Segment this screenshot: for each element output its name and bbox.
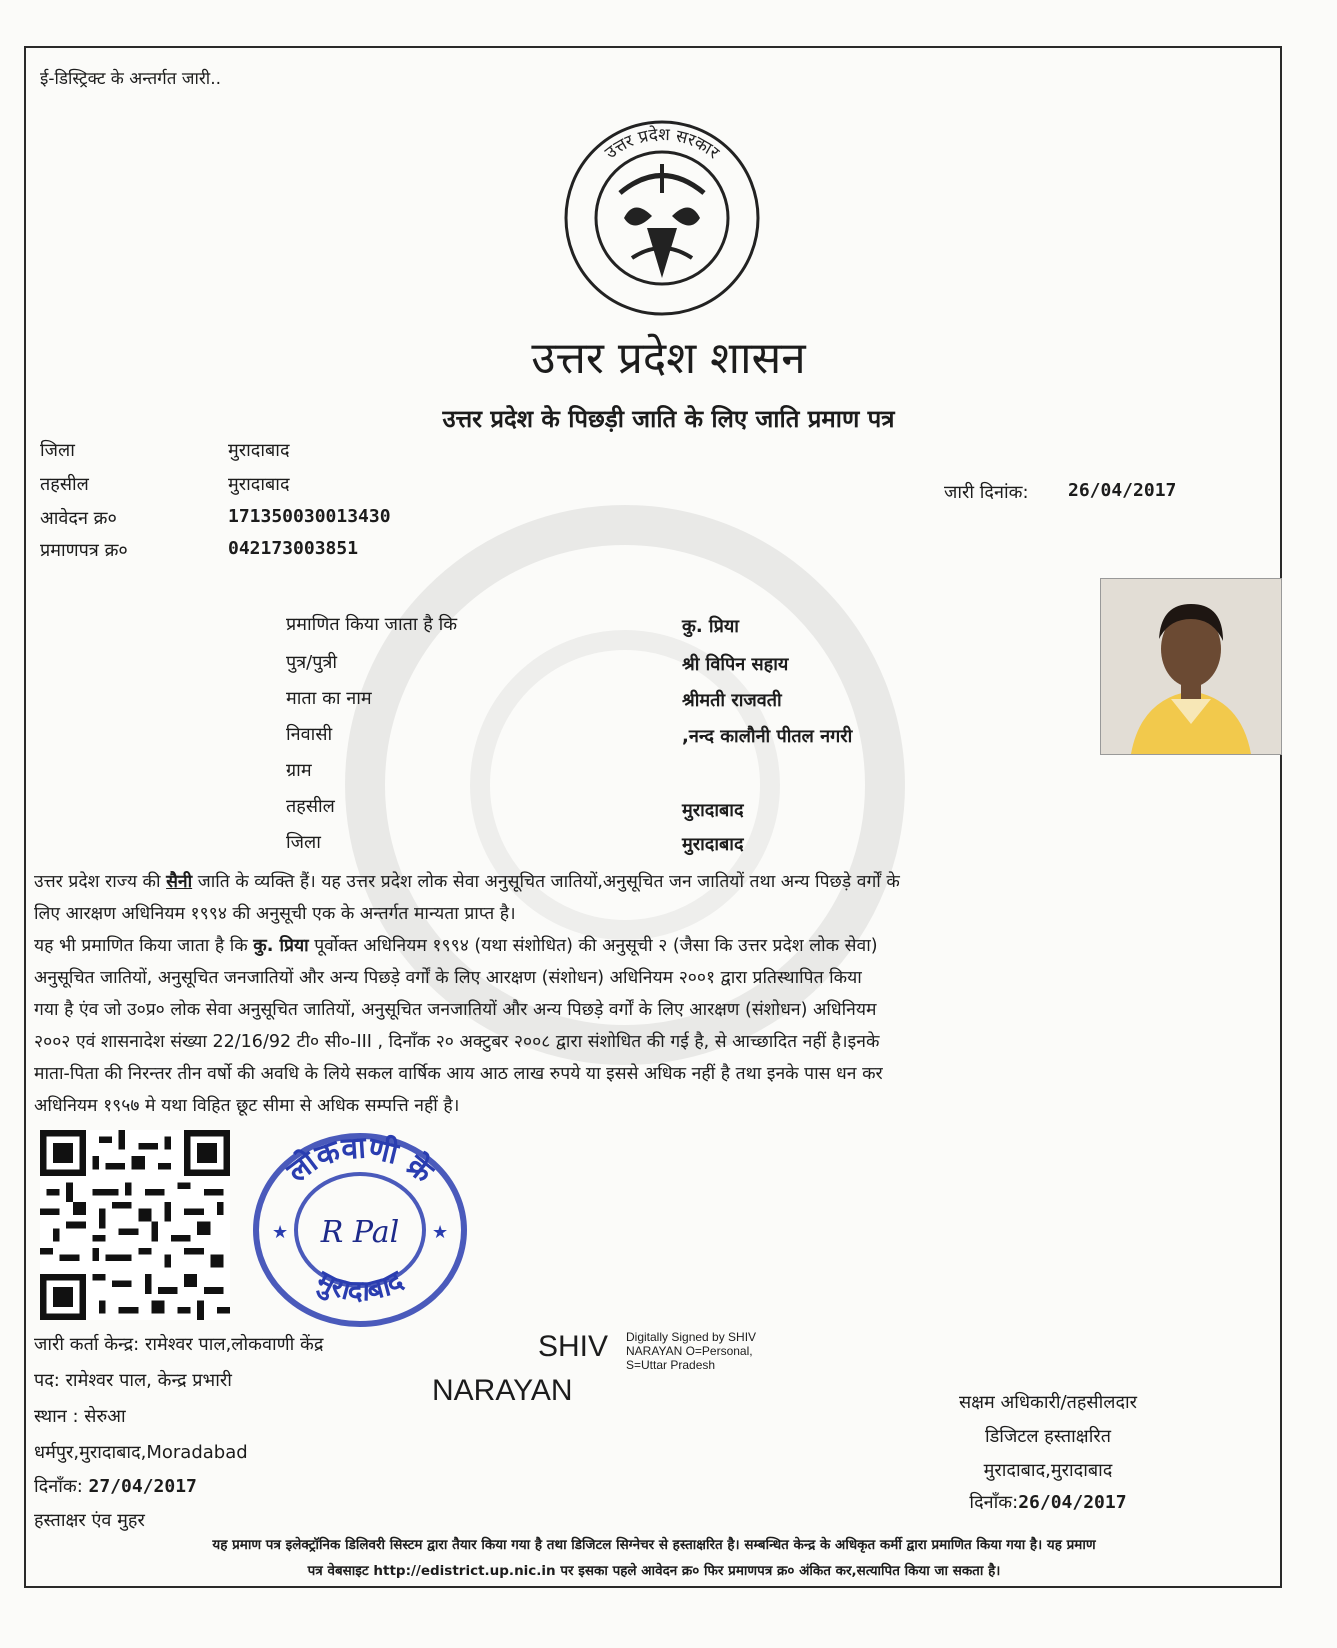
p1-part-a: उत्तर प्रदेश राज्य की <box>34 872 167 892</box>
svg-text:★: ★ <box>432 1222 449 1243</box>
village-label: ग्राम <box>286 760 312 781</box>
digital-sign-name-line2: NARAYAN <box>432 1374 573 1407</box>
applicant-photo <box>1100 578 1282 755</box>
issuer-date-value: 27/04/2017 <box>88 1476 197 1497</box>
p2-part-f: माता-पिता की निरन्तर तीन वर्षो की अवधि के लिये सकल वार्षिक आय आठ लाख रुपये या इससे अधिक नहीं है तथा इनके पास धन कर <box>34 1064 883 1084</box>
meta-certificate-label: प्रमाणपत्र क्र० <box>40 540 128 561</box>
svg-text:लोकवाणी क्रे: लोकवाणी क्रे <box>280 1130 440 1191</box>
caste-name: सैनी <box>166 872 193 892</box>
mother-label: माता का नाम <box>286 688 372 709</box>
p2-part-c: अनुसूचित जातियों, अनुसूचित जनजातियों और अन्य पिछड़े वर्गों के लिए आरक्षण (संशोधन) अधिनियम २००१ द्वारा प्रतिस्थापित किया <box>34 968 862 988</box>
document-subtitle: उत्तर प्रदेश के पिछड़ी जाति के लिए जाति प्रमाण पत्र <box>442 405 895 433</box>
meta-certificate-value: 042173003851 <box>228 538 359 559</box>
certified-value: कु. प्रिया <box>682 616 739 637</box>
resident-value: ,नन्द कालौनी पीतल नगरी <box>682 726 853 747</box>
authority-place: मुरादाबाद,मुरादाबाद <box>983 1460 1113 1481</box>
issuer-date-label: दिनाँक: <box>34 1476 83 1497</box>
details-district-value: मुरादाबाद <box>682 834 744 855</box>
seal-signature: R Pal <box>320 1215 400 1250</box>
meta-application-label: आवेदन क्र० <box>40 508 117 529</box>
details-tehsil-value: मुरादाबाद <box>682 800 744 821</box>
mother-value: श्रीमती राजवती <box>682 690 782 711</box>
p2-part-a: यह भी प्रमाणित किया जाता है कि <box>34 936 254 956</box>
digital-sign-note: Digitally Signed by SHIV NARAYAN O=Personal, S=Uttar Pradesh <box>626 1330 757 1372</box>
meta-district-label: जिला <box>40 440 75 461</box>
authority-date-value: 26/04/2017 <box>1018 1492 1127 1513</box>
authority-date-label: दिनाँक: <box>969 1492 1019 1513</box>
p2-part-g: अधिनियम १९५७ मे यथा विहित छूट सीमा से अधिक सम्पत्ति नहीं है। <box>34 1096 460 1116</box>
certified-label: प्रमाणित किया जाता है कि <box>286 614 458 635</box>
svg-text:मुरादाबाद: मुरादाबाद <box>311 1263 409 1308</box>
issue-date-label: जारी दिनांक: <box>944 482 1029 503</box>
lokvani-seal <box>250 1130 470 1330</box>
issue-date-value: 26/04/2017 <box>1068 480 1177 501</box>
child-of-label: पुत्र/पुत्री <box>286 652 338 673</box>
meta-tehsil-value: मुरादाबाद <box>228 474 290 495</box>
meta-district-value: मुरादाबाद <box>228 440 290 461</box>
digital-sign-name-line1: SHIV <box>538 1330 609 1363</box>
p1-part-b: जाति के व्यक्ति हैं। यह उत्तर प्रदेश लोक सेवा अनुसूचित जातियों,अनुसूचित जन जातियों तथा अन्य पिछड़े वर्गों के <box>192 872 900 892</box>
footer-note: यह प्रमाण पत्र इलेक्ट्रॉनिक डिलिवरी सिस्टम द्वारा तैयार किया गया है तथा डिजिटल सिग्नेचर से हस्ताक्षरित है। सम्बन्धित केन्द्र के अधिकृत कर्मी द्वारा प्रमाणित किया गया है। यह प्रमाण पत्र वेबसाइट http://edistrict.up.nic.in पर इसका पहले आवेदन क्र० फिर प्रमाणपत्र क्र० अंकित कर,सत्यापित किया जा सकता है। <box>212 1537 1096 1579</box>
resident-label: निवासी <box>286 724 333 745</box>
issuer-centre: जारी कर्ता केन्द्र: रामेश्वर पाल,लोकवाणी केंद्र <box>34 1334 324 1355</box>
p2-part-e: २००२ एवं शासनादेश संख्या 22/16/92 टी० सी०-III , दिनाँक २० अक्टुबर २००८ द्वारा संशोधित की गई है, से आच्छादित नहीं है।इनके <box>34 1032 880 1052</box>
issuer-address: धर्मपुर,मुरादाबाद,Moradabad <box>34 1442 248 1463</box>
authority-digital: डिजिटल हस्ताक्षरित <box>985 1426 1111 1447</box>
p2-part-d: गया है एंव जो उ०प्र० लोक सेवा अनुसूचित जातियों, अनुसूचित जनजातियों और अन्य पिछड़े वर्गों के लिए आरक्षण (संशोधन) अधिनियम <box>34 1000 877 1020</box>
svg-text:उत्तर प्रदेश सरकार: उत्तर प्रदेश सरकार <box>601 124 723 164</box>
authority-title: सक्षम अधिकारी/तहसीलदार <box>958 1392 1138 1413</box>
p2-applicant-name: कु. प्रिया <box>253 936 309 956</box>
header-note: ई-डिस्ट्रिक्ट के अन्तर्गत जारी.. <box>40 69 222 89</box>
issuer-post: पद: रामेश्वर पाल, केन्द्र प्रभारी <box>34 1370 232 1391</box>
svg-text:★: ★ <box>272 1222 289 1243</box>
details-tehsil-label: तहसील <box>286 796 335 817</box>
up-government-emblem <box>562 118 762 318</box>
issuer-place: स्थान : सेरुआ <box>34 1406 126 1427</box>
caste-statement <box>34 866 1274 1122</box>
issuer-sign-label: हस्ताक्षर एंव मुहर <box>34 1510 145 1531</box>
document-title: उत्तर प्रदेश शासन <box>531 333 806 384</box>
qr-code <box>40 1130 230 1320</box>
p1-part-c: लिए आरक्षण अधिनियम १९९४ की अनुसूची एक के अन्तर्गत मान्यता प्राप्त है। <box>34 904 516 924</box>
details-district-label: जिला <box>286 832 321 853</box>
child-of-value: श्री विपिन सहाय <box>682 654 789 675</box>
meta-tehsil-label: तहसील <box>40 474 89 495</box>
meta-application-value: 171350030013430 <box>228 506 391 527</box>
p2-part-b: पूर्वोक्त अधिनियम १९९४ (यथा संशोधित) की अनुसूची २ (जैसा कि उत्तर प्रदेश लोक सेवा) <box>308 936 878 956</box>
